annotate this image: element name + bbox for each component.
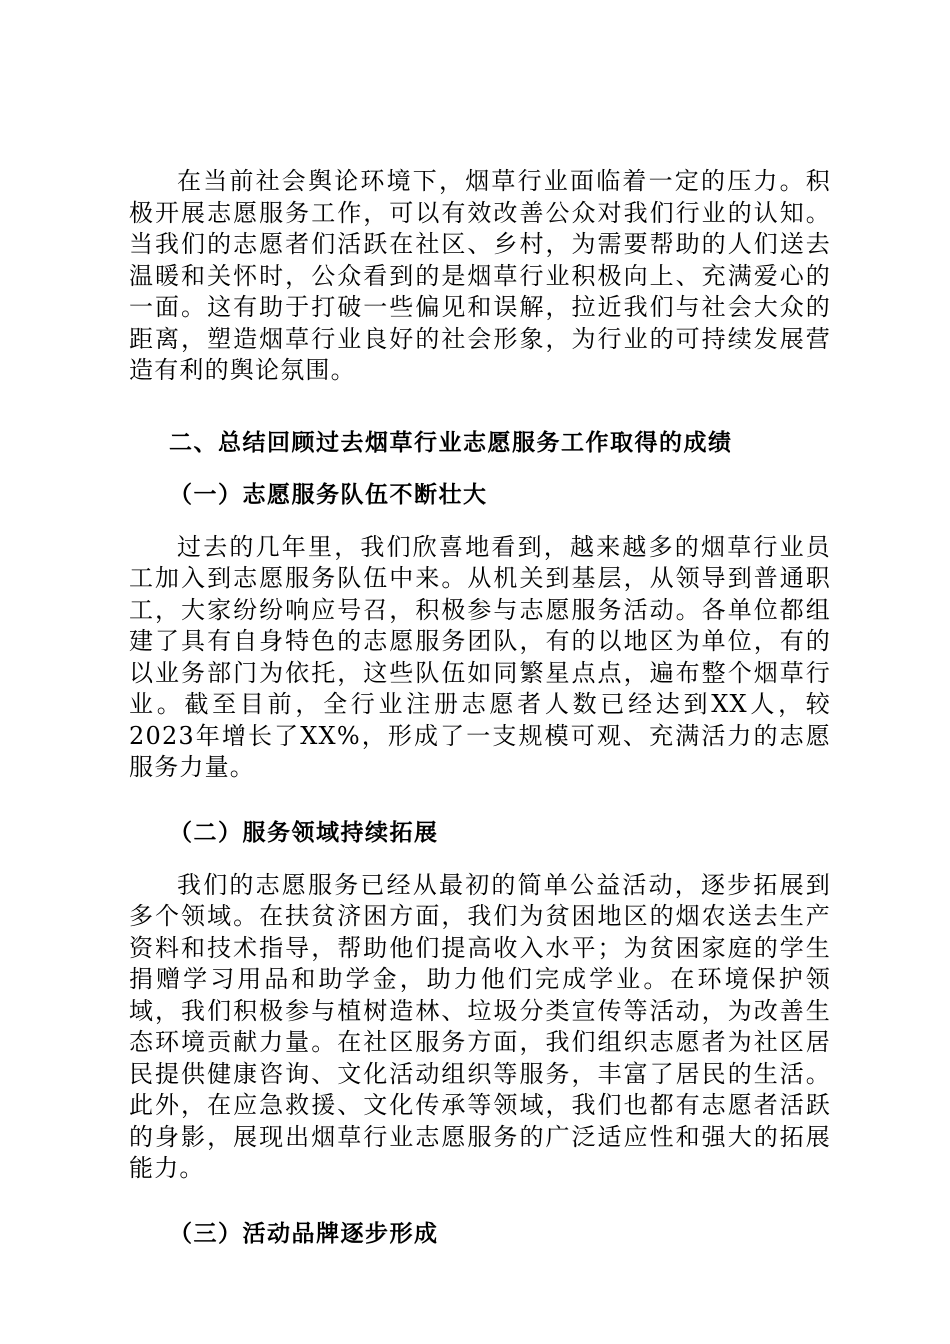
document-page <box>129 166 831 1250</box>
body-paragraph: 在当前社会舆论环境下，烟草行业面临着一定的压力。积极开展志愿服务工作，可以有效改善公众对我们行业的认知。当我们的志愿者们活跃在社区、乡村，为需要帮助的人们送去温暖和关怀时，公众看到的是烟草行业积极向上、充满爱心的一面。这有助于打破一些偏见和误解，拉近我们与社会大众的距离，塑造烟草行业良好的社会形象，为行业的可持续发展营造有利的舆论氛围。 <box>129 167 831 384</box>
body-paragraph: 过去的几年里，我们欣喜地看到，越来越多的烟草行业员工加入到志愿服务队伍中来。从机关到基层，从领导到普通职工，大家纷纷响应号召，积极参与志愿服务活动。各单位都组建了具有自身特色的志愿服务团队，有的以地区为单位，有的以业务部门为依托，这些队伍如同繁星点点，遍布整个烟草行业。截至目前，全行业注册志愿者人数已经达到XX人，较2023年增长了XX%，形成了一支规模可观、充满活力的志愿服务力量。 <box>129 532 831 781</box>
section-heading: 二、总结回顾过去烟草行业志愿服务工作取得的成绩 <box>169 429 733 456</box>
body-paragraph: 我们的志愿服务已经从最初的简单公益活动，逐步拓展到多个领域。在扶贫济困方面，我们为贫困地区的烟农送去生产资料和技术指导，帮助他们提高收入水平；为贫困家庭的学生捐赠学习用品和助学金，助力他们完成学业。在环境保护领域，我们积极参与植树造林、垃圾分类宣传等活动，为改善生态环境贡献力量。在社区服务方面，我们组织志愿者为社区居民提供健康咨询、文化活动组织等服务，丰富了居民的生活。此外，在应急救援、文化传承等领域，我们也都有志愿者活跃的身影，展现出烟草行业志愿服务的广泛适应性和强大的拓展能力。 <box>129 870 831 1182</box>
subsection-heading: （一）志愿服务队伍不断壮大 <box>169 481 488 508</box>
subsection-heading: （三）活动品牌逐步形成 <box>169 1220 439 1247</box>
subsection-heading: （二）服务领域持续拓展 <box>169 819 439 846</box>
